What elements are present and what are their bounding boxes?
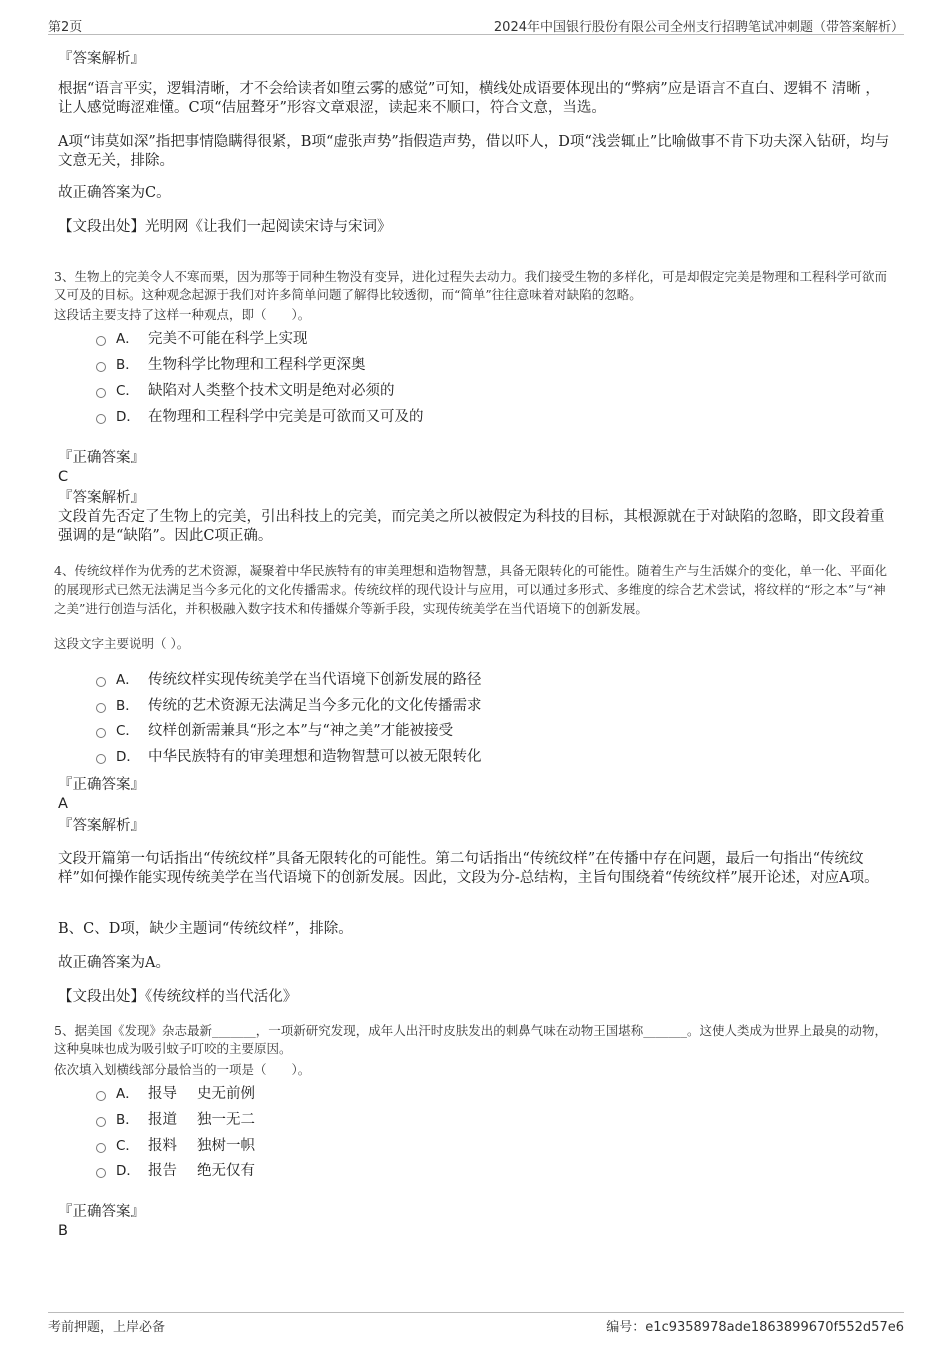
radio-icon[interactable] xyxy=(96,754,106,764)
radio-icon[interactable] xyxy=(96,677,106,687)
option-d[interactable]: D． 报告 绝无仅有 xyxy=(96,1161,255,1181)
option-c[interactable]: C． 缺陷对人类整个技术文明是绝对必须的 xyxy=(96,381,395,401)
source-citation: 【文段出处】光明网《让我们一起阅读宋诗与宋词》 xyxy=(58,219,392,235)
analysis-label: 『答案解析』 xyxy=(58,51,145,67)
analysis-paragraph: B、C、D项，缺少主题词“传统纹样”，排除。 xyxy=(58,921,353,937)
radio-icon[interactable] xyxy=(96,728,106,738)
document-id: 编号：e1c9358978ade1863899670f552d57e6 xyxy=(606,1320,904,1335)
radio-icon[interactable] xyxy=(96,1091,106,1101)
analysis-conclusion: 故正确答案为C。 xyxy=(58,185,171,201)
footer-slogan: 考前押题，上岸必备 xyxy=(48,1320,166,1335)
analysis-paragraph: A项“讳莫如深”指把事情隐瞒得很紧，B项“虚张声势”指假造声势，借以吓人，D项“浅尝辄止”比喻做事不肯下功夫深入钻研，均与文意无关，排除。 xyxy=(58,134,890,169)
option-d[interactable]: D． 在物理和工程科学中完美是可欲而又可及的 xyxy=(96,407,424,427)
answer-label: 『正确答案』 xyxy=(58,450,145,466)
option-b[interactable]: B． 传统的艺术资源无法满足当今多元化的文化传播需求 xyxy=(96,696,482,716)
analysis-paragraph: 文段开篇第一句话指出“传统纹样”具备无限转化的可能性。第二句话指出“传统纹样”在传播中存在问题，最后一句指出“传统纹样”如何操作能实现传统美学在当代语境下的创新发展。因此，文段为分-总结构，主旨句围绕着“传统纹样”展开论述，对应A项。 xyxy=(58,851,879,886)
option-c[interactable]: C． 纹样创新需兼具“形之本”与“神之美”才能被接受 xyxy=(96,721,453,741)
correct-answer: A xyxy=(58,796,68,812)
question-stem: 4、传统纹样作为优秀的艺术资源，凝聚着中华民族特有的审美理想和造物智慧，具备无限转化的可能性。随着生产与生活媒介的变化，单一化、平面化的展现形式已然无法满足当今多元化的文化传播需求。传统纹样的现代设计与应用，可以通过多形式、多维度的综合艺术尝试，将纹样的“形之本”与“神之美”进行创造与活化，并积极融入数字技术和传播媒介等新手段，实现传统美学在当代语境下的创新发展。 xyxy=(54,563,887,616)
question-stem: 5、据美国《发现》杂志最新_______，一项新研究发现，成年人出汗时皮肤发出的刺鼻气味在动物王国堪称_______。这使人类成为世界上最臭的动物，这种臭味也成为吸引蚊子叮咬的主要原因。 xyxy=(54,1023,887,1056)
source-citation: 【文段出处】《传统纹样的当代活化》 xyxy=(58,989,298,1005)
radio-icon[interactable] xyxy=(96,1143,106,1153)
option-d[interactable]: D． 中华民族特有的审美理想和造物智慧可以被无限转化 xyxy=(96,747,482,767)
option-a[interactable]: A． 报导 史无前例 xyxy=(96,1084,255,1104)
option-c[interactable]: C． 报料 独树一帜 xyxy=(96,1136,255,1156)
radio-icon[interactable] xyxy=(96,388,106,398)
analysis-paragraph: 文段首先否定了生物上的完美，引出科技上的完美，而完美之所以被假定为科技的目标，其根源就在于对缺陷的忽略，即文段着重强调的是“缺陷”。因此C项正确。 xyxy=(58,509,885,544)
answer-label: 『正确答案』 xyxy=(58,777,145,793)
analysis-paragraph: 根据“语言平实，逻辑清晰，才不会给读者如堕云雾的感觉”可知，横线处成语要体现出的“弊病”应是语言不直白、逻辑不 清晰 ，让人感觉晦涩难懂。C项“佶屈聱牙”形容文章艰涩，读起来不顺口，符合文意，当选。 xyxy=(58,81,880,116)
option-a[interactable]: A． 传统纹样实现传统美学在当代语境下创新发展的路径 xyxy=(96,670,482,690)
question-stem: 3、生物上的完美令人不寒而栗，因为那等于同种生物没有变异，进化过程失去动力。我们接受生物的多样化，可是却假定完美是物理和工程科学可欲而又可及的目标。这种观念起源于我们对许多简单问题了解得比较透彻，而“简单”往往意味着对缺陷的忽略。 xyxy=(54,269,887,302)
page-header xyxy=(48,14,904,35)
page-footer xyxy=(48,1312,904,1335)
correct-answer: B xyxy=(58,1223,68,1239)
option-b[interactable]: B． 生物科学比物理和工程科学更深奥 xyxy=(96,355,366,375)
answer-label: 『正确答案』 xyxy=(58,1204,145,1220)
analysis-label: 『答案解析』 xyxy=(58,490,145,506)
radio-icon[interactable] xyxy=(96,703,106,713)
radio-icon[interactable] xyxy=(96,1168,106,1178)
correct-answer: C xyxy=(58,469,69,485)
analysis-conclusion: 故正确答案为A。 xyxy=(58,955,170,971)
radio-icon[interactable] xyxy=(96,336,106,346)
radio-icon[interactable] xyxy=(96,1117,106,1127)
option-a[interactable]: A． 完美不可能在科学上实现 xyxy=(96,329,308,349)
page-number: 第2页 xyxy=(48,20,83,35)
radio-icon[interactable] xyxy=(96,362,106,372)
document-title: 2024年中国银行股份有限公司全州支行招聘笔试冲刺题（带答案解析） xyxy=(493,20,904,35)
question-prompt: 这段文字主要说明（ ）。 xyxy=(54,636,190,651)
question-prompt: 这段话主要支持了这样一种观点，即（ ）。 xyxy=(54,307,311,322)
radio-icon[interactable] xyxy=(96,414,106,424)
question-prompt: 依次填入划横线部分最恰当的一项是（ ）。 xyxy=(54,1062,311,1077)
option-b[interactable]: B． 报道 独一无二 xyxy=(96,1110,255,1130)
analysis-label: 『答案解析』 xyxy=(58,818,145,834)
